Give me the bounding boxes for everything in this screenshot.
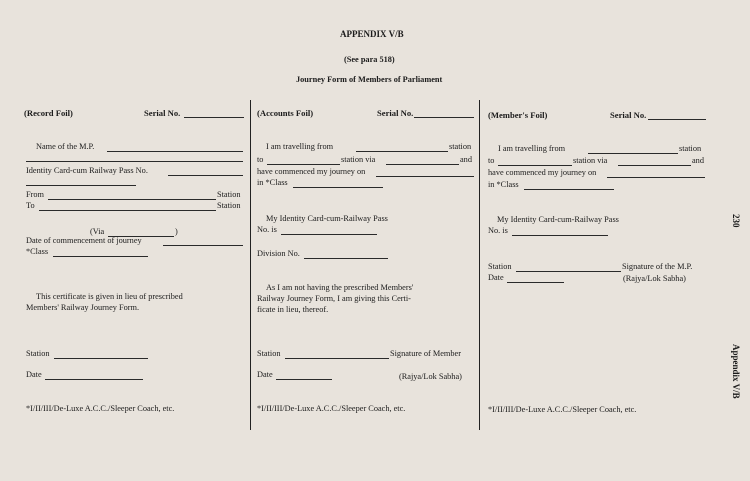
record-to-station: Station — [217, 201, 241, 210]
record-certificate-line2: Members' Railway Journey Form. — [26, 303, 140, 312]
record-foil-heading: (Record Foil) — [24, 108, 73, 118]
members-house-label: (Rajya/Lok Sabha) — [623, 274, 686, 283]
record-class-label: *Class — [26, 247, 49, 256]
record-to-label: To — [26, 201, 35, 210]
accounts-travel-line4: in *Class — [257, 178, 288, 187]
members-identity-field[interactable] — [512, 235, 608, 236]
record-name-mp-field-2[interactable] — [26, 161, 243, 162]
accounts-travel-line1a: I am travelling from — [266, 142, 334, 151]
members-travel-via-field[interactable] — [618, 165, 691, 166]
members-station-label: Station — [488, 262, 512, 271]
record-footnote: *I/II/III/De-Luxe A.C.C./Sleeper Coach, etc. — [26, 404, 175, 413]
members-foil-heading: (Member's Foil) — [488, 110, 548, 120]
members-travel-from-field[interactable] — [588, 153, 678, 154]
record-station-field[interactable] — [54, 358, 148, 359]
accounts-serial-label: Serial No. — [377, 108, 414, 118]
record-from-station: Station — [217, 190, 241, 199]
para-reference: (See para 518) — [344, 55, 395, 64]
record-from-label: From — [26, 190, 44, 199]
members-serial-field[interactable] — [648, 119, 706, 120]
column-divider-left — [250, 100, 251, 430]
appendix-title: APPENDIX V/B — [340, 29, 404, 39]
accounts-journey-date-field[interactable] — [376, 176, 474, 177]
record-identity-field-2[interactable] — [26, 185, 136, 186]
accounts-travel-to-field[interactable] — [267, 164, 340, 165]
record-class-field[interactable] — [53, 256, 148, 257]
accounts-identity-line1: My Identity Card-cum-Railway Pass — [266, 214, 388, 223]
record-certificate-line1: This certificate is given in lieu of prescribed — [36, 292, 183, 301]
members-station-field[interactable] — [516, 271, 621, 272]
record-date-field[interactable] — [45, 379, 143, 380]
record-serial-field[interactable] — [184, 117, 244, 118]
members-travel-line1b: station — [679, 144, 702, 153]
members-travel-line2a: to — [488, 156, 495, 165]
accounts-serial-field[interactable] — [414, 117, 474, 118]
accounts-house-label: (Rajya/Lok Sabha) — [399, 372, 462, 381]
accounts-travel-line2c: and — [460, 155, 472, 164]
members-travel-to-field[interactable] — [498, 165, 572, 166]
record-date-commencement-field[interactable] — [163, 245, 243, 246]
members-travel-line1a: I am travelling from — [498, 144, 566, 153]
accounts-identity-line2: No. is — [257, 225, 277, 234]
members-date-field[interactable] — [507, 282, 564, 283]
accounts-travel-line2a: to — [257, 155, 264, 164]
record-identity-field[interactable] — [168, 175, 243, 176]
record-from-field[interactable] — [48, 199, 216, 200]
accounts-not-having-line2: Railway Journey Form, I am giving this Certi- — [257, 294, 411, 303]
record-identity-label: Identity Card-cum Railway Pass No. — [26, 166, 148, 175]
accounts-travel-line3: have commenced my journey on — [257, 167, 366, 176]
record-name-mp-field[interactable] — [107, 151, 243, 152]
accounts-division-field[interactable] — [304, 258, 388, 259]
members-travel-line3: have commenced my journey on — [488, 168, 597, 177]
members-identity-line1: My Identity Card-cum-Railway Pass — [497, 215, 619, 224]
accounts-station-field[interactable] — [285, 358, 389, 359]
members-travel-line2b: station via — [573, 156, 608, 165]
page-number: 230 — [731, 214, 741, 228]
record-serial-label: Serial No. — [144, 108, 181, 118]
column-divider-right — [479, 100, 480, 430]
accounts-station-label: Station — [257, 349, 281, 358]
running-title: Appendix V/B — [731, 344, 741, 399]
record-date-label: Date — [26, 370, 42, 379]
accounts-not-having-line1: As I am not having the prescribed Members' — [266, 283, 414, 292]
form-title: Journey Form of Members of Parliament — [296, 75, 443, 84]
accounts-class-field[interactable] — [293, 187, 383, 188]
record-via-label: (Via — [90, 227, 105, 236]
accounts-identity-field[interactable] — [281, 234, 377, 235]
accounts-travel-line1b: station — [449, 142, 472, 151]
accounts-signature-label: Signature of Member — [390, 349, 461, 358]
members-journey-date-field[interactable] — [607, 177, 705, 178]
accounts-footnote: *I/II/III/De-Luxe A.C.C./Sleeper Coach, etc. — [257, 404, 406, 413]
record-name-mp-label: Name of the M.P. — [36, 142, 95, 151]
members-class-field[interactable] — [524, 189, 614, 190]
members-identity-line2: No. is — [488, 226, 508, 235]
accounts-division-label: Division No. — [257, 249, 300, 258]
members-signature-label: Signature of the M.P. — [622, 262, 693, 271]
record-to-field[interactable] — [39, 210, 216, 211]
accounts-travel-line2b: station via — [341, 155, 376, 164]
record-station-label: Station — [26, 349, 50, 358]
members-travel-line2c: and — [692, 156, 704, 165]
record-via-close: ) — [175, 227, 178, 236]
accounts-travel-via-field[interactable] — [386, 164, 459, 165]
members-date-label: Date — [488, 273, 504, 282]
members-serial-label: Serial No. — [610, 110, 647, 120]
members-travel-line4: in *Class — [488, 180, 519, 189]
record-date-commencement-label: Date of commencement of journey — [26, 236, 142, 245]
accounts-date-field[interactable] — [276, 379, 332, 380]
accounts-date-label: Date — [257, 370, 273, 379]
accounts-not-having-line3: ficate in lieu, thereof. — [257, 305, 329, 314]
accounts-foil-heading: (Accounts Foil) — [257, 108, 314, 118]
members-footnote: *I/II/III/De-Luxe A.C.C./Sleeper Coach, etc. — [488, 405, 637, 414]
accounts-travel-from-field[interactable] — [356, 151, 448, 152]
